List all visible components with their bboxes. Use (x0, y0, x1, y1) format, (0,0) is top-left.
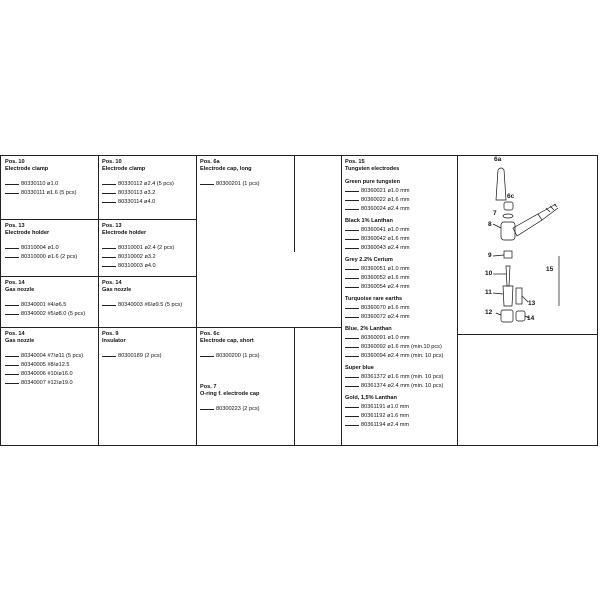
part-title: Gas nozzle (102, 287, 132, 293)
torch-exploded-diagram (458, 156, 598, 334)
order-line (345, 351, 443, 360)
electrode-group-name: Turquoise rare earths (345, 296, 403, 302)
order-line (200, 351, 260, 360)
part-number-text: 80340007 #12/ø19.0 (21, 380, 73, 386)
quantity-blank[interactable] (5, 243, 19, 249)
part-title: Gas nozzle (5, 287, 35, 293)
quantity-blank[interactable] (5, 369, 19, 375)
torch-handle-shape (538, 204, 558, 220)
position-number: Pos. 9 (102, 331, 119, 337)
cell-pos6a (200, 159, 260, 188)
part-number-text: 80360051 ø1.0 mm (361, 266, 410, 272)
quantity-blank[interactable] (345, 234, 359, 240)
order-line (5, 243, 77, 252)
electrode-group-name: Blue, 2% Lanthan (345, 326, 392, 332)
part-number-text: 80340005 #8/ø12.5 (21, 362, 70, 368)
cell-pos15 (345, 159, 443, 429)
quantity-blank[interactable] (5, 188, 19, 194)
position-number: Pos. 10 (102, 159, 122, 165)
order-line (345, 372, 443, 381)
part-number-text: 80360043 ø2.4 mm (361, 245, 410, 251)
part-number-text: 80340003 #6/ø9.5 (5 pcs) (118, 302, 183, 308)
part-number-text: 80360094 ø2.4 mm (min. 10 pcs) (361, 353, 444, 359)
quantity-blank[interactable] (102, 188, 116, 194)
position-number: Pos. 10 (5, 159, 25, 165)
part-title: Gas nozzle (5, 338, 35, 344)
quantity-blank[interactable] (345, 333, 359, 339)
order-line (345, 264, 443, 273)
order-line (345, 282, 443, 291)
part-number-text: 80330113 ø3.2 (118, 190, 156, 196)
order-line (5, 378, 83, 387)
order-line (5, 360, 83, 369)
position-number: Pos. 13 (102, 223, 122, 229)
order-line (345, 342, 443, 351)
part-number-text: 80361372 ø1.6 mm (min. 10 pcs) (361, 374, 444, 380)
label-13: 13 (528, 300, 536, 307)
position-number: Pos. 14 (5, 280, 25, 286)
grid-line (457, 334, 598, 335)
quantity-blank[interactable] (5, 309, 19, 315)
part-title: Electrode clamp (5, 166, 49, 172)
o-ring-shape (503, 214, 513, 218)
position-number: Pos. 14 (102, 280, 122, 286)
label-14: 14 (527, 315, 535, 322)
part-number-text: 80340002 #5/ø8.0 (5 pcs) (21, 311, 86, 317)
order-line (5, 351, 83, 360)
cell-pos9 (102, 331, 162, 360)
order-line (5, 300, 85, 309)
electrode-holder-left-shape (503, 286, 513, 306)
order-line (345, 420, 443, 429)
order-line (102, 300, 182, 309)
quantity-blank[interactable] (345, 381, 359, 387)
quantity-blank[interactable] (345, 186, 359, 192)
label-6c: 6c (507, 193, 515, 200)
quantity-blank[interactable] (345, 402, 359, 408)
position-number: Pos. 7 (200, 384, 217, 390)
order-line (345, 273, 443, 282)
label-7: 7 (493, 210, 497, 217)
part-number-text: 80360024 ø2.4 mm (361, 206, 410, 212)
cell-pos13a (5, 223, 77, 261)
part-number-text: 80310002 ø3.2 (118, 254, 156, 260)
order-line (345, 303, 443, 312)
part-title: Tungsten electrodes (345, 166, 400, 172)
order-line (345, 186, 443, 195)
grid-line (294, 328, 295, 445)
order-line (345, 234, 443, 243)
part-number-text: 80330111 ø1.6 (5 pcs) (21, 190, 77, 196)
order-line (345, 225, 443, 234)
part-title: Electrode cap, long (200, 166, 252, 172)
cell-pos7 (200, 384, 260, 413)
part-title: O-ring f. electrode cap (200, 391, 260, 397)
quantity-blank[interactable] (345, 225, 359, 231)
order-line (200, 404, 260, 413)
label-11: 11 (485, 289, 492, 296)
electrode-group-name: Green pure tungsten (345, 179, 401, 185)
quantity-blank[interactable] (345, 372, 359, 378)
order-line (102, 188, 174, 197)
part-title: Electrode clamp (102, 166, 146, 172)
quantity-blank[interactable] (345, 411, 359, 417)
quantity-blank[interactable] (345, 273, 359, 279)
electrode-cap-short-shape (504, 202, 513, 210)
electrode-clamp-shape (506, 266, 510, 286)
quantity-blank[interactable] (200, 179, 214, 185)
part-number-text: 80300201 (1 pcs) (216, 181, 260, 187)
quantity-blank[interactable] (345, 312, 359, 318)
grid-line (1, 219, 196, 220)
quantity-blank[interactable] (200, 404, 214, 410)
position-number: Pos. 14 (5, 331, 25, 337)
part-number-text: 80310003 ø4.0 (118, 263, 156, 269)
part-number-text: 80360042 ø1.6 mm (361, 236, 410, 242)
part-number-text: 80361192 ø1.6 mm (361, 413, 410, 419)
order-line (345, 333, 443, 342)
part-number-text: 80360022 ø1.6 mm (361, 197, 410, 203)
label-10: 10 (485, 270, 493, 277)
cell-pos14a (5, 280, 85, 318)
part-number-text: 80360021 ø1.0 mm (361, 188, 410, 194)
quantity-blank[interactable] (102, 300, 116, 306)
quantity-blank[interactable] (5, 378, 19, 384)
order-line (345, 411, 443, 420)
label-8: 8 (488, 221, 492, 228)
quantity-blank[interactable] (102, 197, 116, 203)
quantity-blank[interactable] (102, 243, 116, 249)
order-line (5, 252, 77, 261)
order-line (345, 381, 443, 390)
cell-pos14c (5, 331, 83, 387)
quantity-blank[interactable] (345, 195, 359, 201)
part-number-text: 80310001 ø2.4 (2 pcs) (118, 245, 175, 251)
order-line (102, 252, 174, 261)
part-title: Electrode holder (5, 230, 50, 236)
quantity-blank[interactable] (5, 300, 19, 306)
torch-diagram-svg (458, 156, 598, 334)
quantity-blank[interactable] (102, 351, 116, 357)
part-number-text: 80361194 ø2.4 mm (361, 422, 410, 428)
part-number-text: 80330114 ø4.0 (118, 199, 156, 205)
part-number-text: 80340004 #7/ø11 (5 pcs) (21, 353, 84, 359)
quantity-blank[interactable] (345, 303, 359, 309)
part-number-text: 80360070 ø1.6 mm (361, 305, 410, 311)
torch-neck-shape (513, 214, 542, 236)
part-number-text: 80360091 ø1.0 mm (361, 335, 410, 341)
position-number: Pos. 13 (5, 223, 25, 229)
order-line (345, 312, 443, 321)
part-number-text: 80310004 ø1.0 (21, 245, 59, 251)
part-number-text: 80340006 #10/ø16.0 (21, 371, 73, 377)
label-9: 9 (488, 252, 492, 259)
order-line (102, 179, 174, 188)
order-line (102, 197, 174, 206)
label-6a: 6a (494, 156, 502, 163)
part-number-text: 80340001 #4/ø6.5 (21, 302, 67, 308)
part-title: Electrode cap, short (200, 338, 254, 344)
electrode-group-name: Black 1% Lanthan (345, 218, 393, 224)
insulator-shape (504, 251, 512, 258)
quantity-blank[interactable] (345, 420, 359, 426)
label-12: 12 (485, 309, 493, 316)
quantity-blank[interactable] (345, 282, 359, 288)
quantity-blank[interactable] (200, 351, 214, 357)
order-line (345, 195, 443, 204)
electrode-cap-long-shape (496, 168, 506, 200)
position-number: Pos. 6c (200, 331, 220, 337)
cell-pos10a (5, 159, 76, 197)
handle-ribs-shape (546, 204, 557, 212)
order-line (345, 204, 443, 213)
quantity-blank[interactable] (5, 360, 19, 366)
quantity-blank[interactable] (5, 179, 19, 185)
part-number-text: 80300189 (2 pcs) (118, 353, 162, 359)
parts-order-sheet (0, 155, 598, 446)
part-title: Insulator (102, 338, 126, 344)
order-line (5, 188, 76, 197)
quantity-blank[interactable] (5, 252, 19, 258)
quantity-blank[interactable] (345, 351, 359, 357)
part-number-text: 80300200 (1 pcs) (216, 353, 260, 359)
part-number-text: 80361374 ø2.4 mm (min. 10 pcs) (361, 383, 444, 389)
order-line (345, 243, 443, 252)
grid-line (98, 156, 99, 445)
position-number: Pos. 6a (200, 159, 220, 165)
order-line (200, 179, 260, 188)
electrode-group-name: Gold, 1,5% Lanthan (345, 395, 397, 401)
quantity-blank[interactable] (102, 252, 116, 258)
electrode-group-name: Grey 2.2% Cerium (345, 257, 393, 263)
cell-pos10b (102, 159, 174, 206)
grid-line (294, 156, 295, 252)
quantity-blank[interactable] (345, 243, 359, 249)
part-number-text: 80300223 (2 pcs) (216, 406, 260, 412)
quantity-blank[interactable] (345, 204, 359, 210)
part-number-text: 80330112 ø2.4 (5 pcs) (118, 181, 174, 187)
part-number-text: 80330110 ø1.0 (21, 181, 59, 187)
quantity-blank[interactable] (102, 261, 116, 267)
part-title: Electrode holder (102, 230, 147, 236)
torch-body-shape (501, 222, 515, 240)
order-line (102, 351, 162, 360)
cell-pos14b (102, 280, 182, 309)
label-15: 15 (546, 266, 554, 273)
gas-nozzle-right-shape (516, 311, 525, 321)
quantity-blank[interactable] (102, 179, 116, 185)
part-number-text: 80360054 ø2.4 mm (361, 284, 410, 290)
position-number: Pos. 15 (345, 159, 365, 165)
order-line (5, 179, 76, 188)
part-number-text: 80310000 ø1.6 (2 pcs) (21, 254, 78, 260)
grid-line (1, 276, 196, 277)
quantity-blank[interactable] (5, 351, 19, 357)
part-number-text: 80360052 ø1.6 mm (361, 275, 410, 281)
order-line (5, 309, 85, 318)
part-number-text: 80361191 ø1.0 mm (361, 404, 410, 410)
part-number-text: 80360041 ø1.0 mm (361, 227, 410, 233)
grid-line (1, 327, 341, 328)
order-line (345, 402, 443, 411)
gas-nozzle-left-shape (501, 310, 513, 322)
quantity-blank[interactable] (345, 264, 359, 270)
electrode-group-name: Super blue (345, 365, 374, 371)
order-line (102, 261, 174, 270)
cell-pos6c (200, 331, 260, 360)
quantity-blank[interactable] (345, 342, 359, 348)
electrode-holder-right-shape (516, 288, 522, 304)
grid-line (341, 156, 342, 445)
grid-line (196, 156, 197, 445)
order-line (5, 369, 83, 378)
order-line (102, 243, 174, 252)
part-number-text: 80360092 ø1.6 mm (min.10 pcs) (361, 344, 442, 350)
part-number-text: 80360072 ø2.4 mm (361, 314, 410, 320)
cell-pos13b (102, 223, 174, 270)
